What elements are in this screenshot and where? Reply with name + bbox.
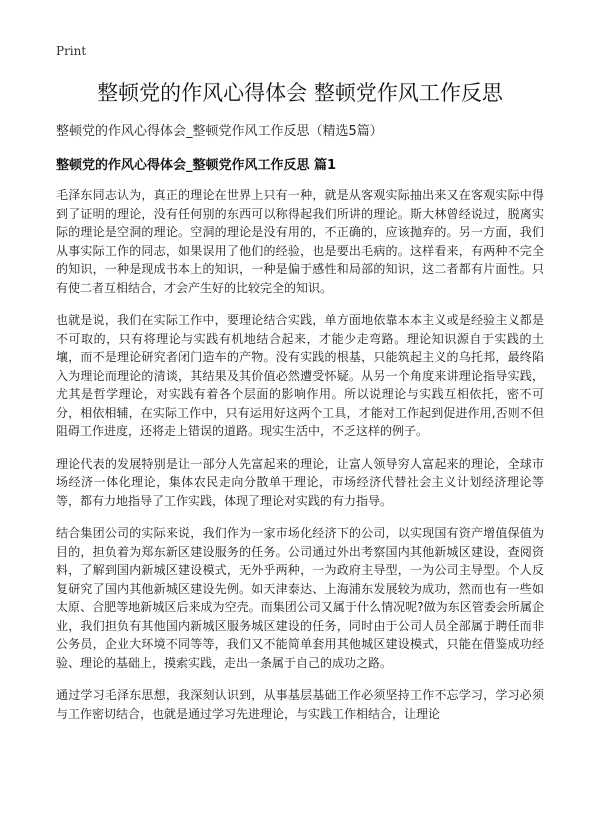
- section-heading: 整顿党的作风心得体会_整顿党作风工作反思 篇1: [56, 158, 337, 173]
- print-label[interactable]: Print: [56, 44, 87, 58]
- body-paragraph-1: 毛泽东同志认为，真正的理论在世界上只有一种，就是从客观实际抽出来又在客观实际中得到了证明的理论，没有任何别的东西可以称得起我们所讲的理论。斯大林曾经说过，脱离实际的理论是空洞的理论。空洞的理论是没有用的，不正确的，应该抛弃的。另一方面，我们从事实际工作的同志，如果误用了他们的经验，也是要出毛病的。这样看来，有两种不完全的知识，一种是现成书本上的知识，一种是偏于感性和局部的知识，这二者都有片面性。只有使二者互相结合，才会产生好的比较完全的知识。: [56, 188, 544, 295]
- body-paragraph-5: 通过学习毛泽东思想，我深刻认识到，从事基层基础工作必须坚持工作不忘学习，学习必须与工作密切结合，也就是通过学习先进理论，与实践工作相结合，让理论: [56, 688, 544, 721]
- body-paragraph-4: 结合集团公司的实际来说，我们作为一家市场化经济下的公司，以实现国有资产增值保值为目的，担负着为郑东新区建设服务的任务。公司通过外出考察国内其他新城区建设，查阅资料，了解到国内新城区建设模式，无外乎两种，一为政府主导型，一为公司主导型。个人反复研究了国内其他新城区建设先例。如天津泰达、上海浦东发展较为成功，然而也有一些如太原、合肥等地新城区后来成为空壳。而集团公司又属于什么情况呢?做为东区管委会所属企业，我们担负有其他国内新城区服务城区建设的任务，同时由于公司人员全部属于聘任而非公务员，企业大环境不同等等，我们又不能简单套用其他城区建设模式，只能在借鉴成功经验、理论的基础上，摸索实践，走出一条属于自己的成功之路。: [56, 526, 544, 670]
- body-paragraph-3: 理论代表的发展特别是让一部分人先富起来的理论，让富人领导穷人富起来的理论，全球市场经济一体化理论，集体农民走向分散单干理论，市场经济代替社会主义计划经济理论等等，都有力地指导了工作实践，体现了理论对实践的有力指导。: [56, 456, 544, 508]
- document-subtitle: 整顿党的作风心得体会_整顿党作风工作反思（精选5篇）: [56, 124, 383, 139]
- document-title: 整顿党的作风心得体会 整顿党作风工作反思: [97, 81, 503, 105]
- body-paragraph-2: 也就是说，我们在实际工作中，要理论结合实践，单方面地依靠本本主义或是经验主义都是不可取的，只有将理论与实践有机地结合起来，才能少走弯路。理论知识源自于实践的土壤，而不是理论研究者闭门造车的产物。没有实践的根基，只能筑起主义的乌托邦，最终陷入为理论而理论的清谈，其结果及其价值必然遭受怀疑。从另一个角度来讲理论指导实践，尤其是哲学理论，对实践有着各个层面的影响作用。所以说理论与实践互相依托，密不可分，相依相辅，在实际工作中，只有运用好这两个工具，才能对工作起到促进作用,否则不但阻碍工作进度，还将走上错误的道路。现实生活中，不乏这样的例子。: [56, 313, 544, 438]
